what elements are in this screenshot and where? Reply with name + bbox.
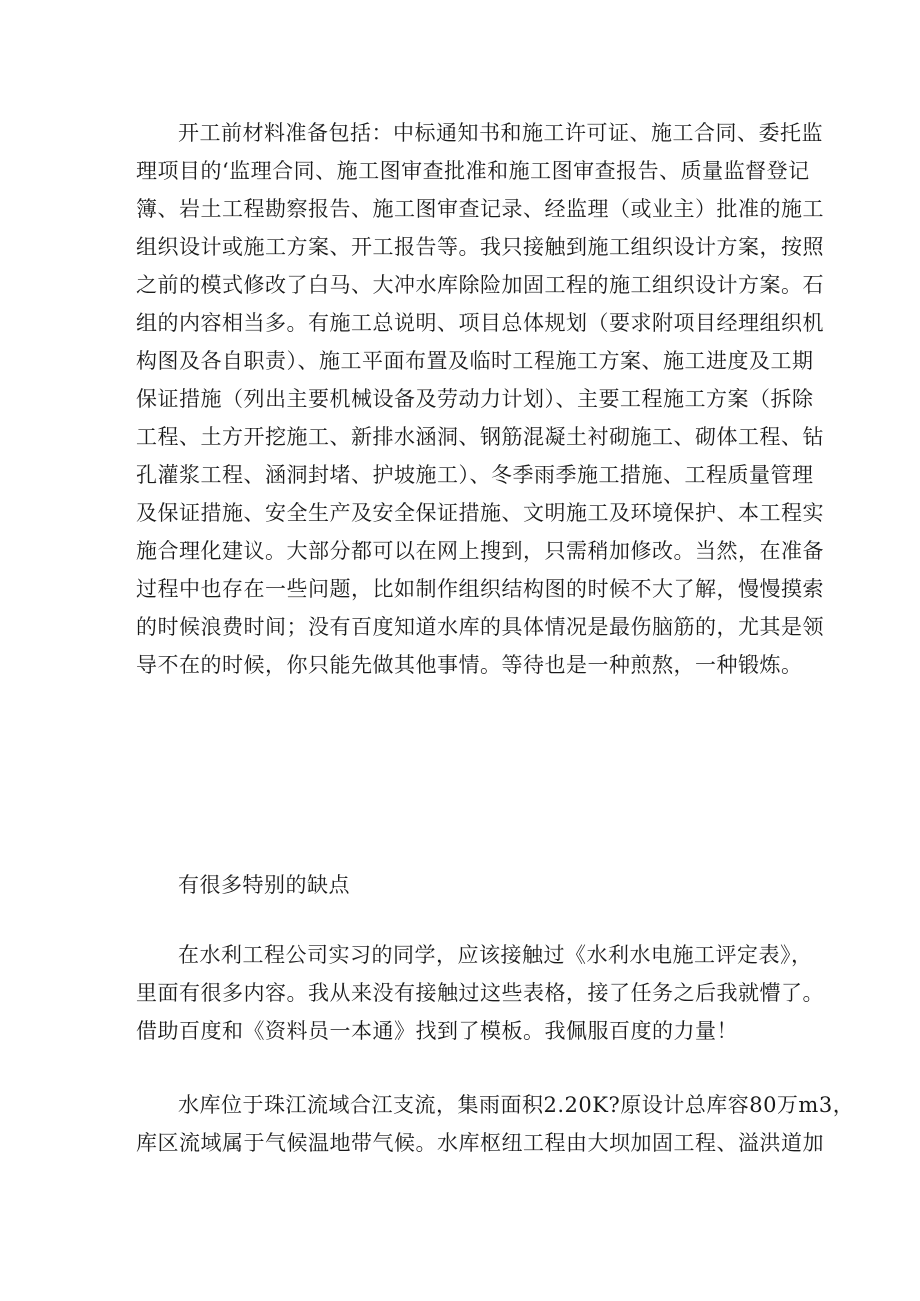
paragraph-1-line-15: 导不在的时候，你只能先做其他事情。等待也是一种煎熬，一种锻炼。 <box>136 653 803 677</box>
paragraph-4-line-1: 水库位于珠江流域合江支流，集雨面积2.20K?原设计总库容80万m3， <box>178 1093 855 1117</box>
paragraph-1-line-12: 施合理化建议。大部分都可以在网上搜到，只需稍加修改。当然，在准备 <box>136 539 824 563</box>
paragraph-1-line-6: 组的内容相当多。有施工总说明、项目总体规划（要求附项目经理组织机 <box>136 311 824 335</box>
paragraph-1-line-14: 的时候浪费时间；没有百度知道水库的具体情况是最伤脑筋的，尤其是领 <box>136 615 824 639</box>
paragraph-1-line-2: 理项目的‘监理合同、施工图审查批准和施工图审查报告、质量监督登记 <box>136 159 810 183</box>
paragraph-1-line-4: 组织设计或施工方案、开工报告等。我只接触到施工组织设计方案，按照 <box>136 235 824 259</box>
paragraph-1-line-7: 构图及各自职责）、施工平面布置及临时工程施工方案、施工进度及工期 <box>136 349 814 373</box>
paragraph-3-line-1: 在水利工程公司实习的同学，应该接触过《水利水电施工评定表》， <box>178 943 813 967</box>
paragraph-4-line-2: 库区流域属于气候温地带气候。水库枢纽工程由大坝加固工程、溢洪道加 <box>136 1131 824 1155</box>
paragraph-1-line-1: 开工前材料准备包括：中标通知书和施工许可证、施工合同、委托监 <box>178 121 823 145</box>
paragraph-3-line-3: 借助百度和《资料员一本通》找到了模板。我佩服百度的力量！ <box>136 1019 738 1043</box>
paragraph-1-line-3: 簿、岩土工程勘察报告、施工图审查记录、经监理（或业主）批准的施工 <box>136 197 824 221</box>
paragraph-1-line-13: 过程中也存在一些问题，比如制作组织结构图的时候不大了解，慢慢摸索 <box>136 577 824 601</box>
paragraph-1-line-9: 工程、土方开挖施工、新排水涵洞、钢筋混凝土衬砌施工、砌体工程、钻 <box>136 425 824 449</box>
paragraph-1-line-10: 孔灌浆工程、涵洞封堵、护坡施工）、冬季雨季施工措施、工程质量管理 <box>136 463 814 487</box>
paragraph-2-line-1: 有很多特别的缺点 <box>178 873 350 897</box>
paragraph-1-line-11: 及保证措施、安全生产及安全保证措施、文明施工及环境保护、本工程实 <box>136 501 824 525</box>
paragraph-3-line-2: 里面有很多内容。我从来没有接触过这些表格，接了任务之后我就懵了。 <box>136 981 824 1005</box>
paragraph-1-line-5: 之前的模式修改了白马、大冲水库除险加固工程的施工组织设计方案。石 <box>136 273 824 297</box>
paragraph-1-line-8: 保证措施（列出主要机械设备及劳动力计划）、主要工程施工方案（拆除 <box>136 387 814 411</box>
